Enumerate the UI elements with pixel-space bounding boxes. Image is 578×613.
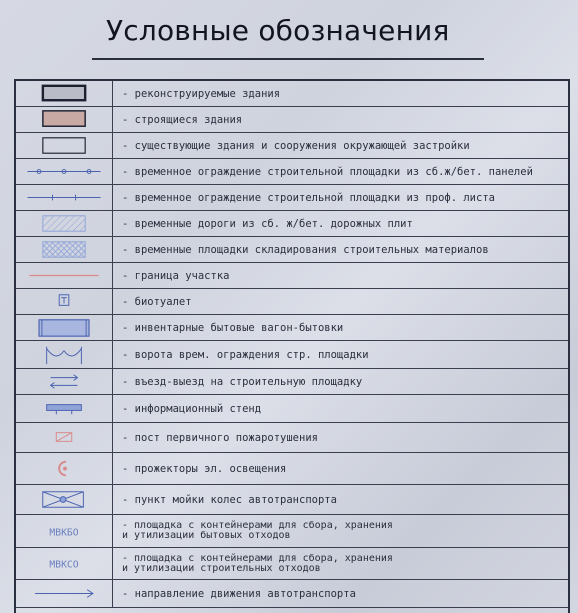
gate-icon [16,341,113,368]
entry-exit-icon [16,369,113,394]
traffic-direction-icon [16,580,113,607]
storage-area-icon [16,237,113,262]
legend-row [16,289,568,315]
page-title: Условные обозначения [106,14,450,47]
temp-fence-panels-icon [16,159,113,184]
legend-row [16,107,568,133]
legend-row [16,515,568,548]
legend-text: - реконструируемые здания [122,87,281,100]
mvkso-label [16,548,113,579]
legend-row [16,580,568,608]
legend-row [16,369,568,395]
legend-text: - пункт мойки колес автотранспорта [122,493,337,506]
site-boundary-icon [16,263,113,288]
legend-text: - въезд-выезд на строительную площадку [122,375,363,388]
building-under-construction-icon [16,107,113,132]
legend-text: - площадка с контейнерами для сбора, хранения и утилизации бытовых отходов [122,520,393,541]
legend-text: - временное ограждение строительной площадки из проф. листа [122,191,495,204]
legend-row [16,423,568,453]
legend-row [16,315,568,341]
legend-text: - существующие здания и сооружения окружающей застройки [122,139,470,152]
legend-row [16,263,568,289]
floodlight-icon [16,453,113,484]
legend-row [16,485,568,515]
legend-text: - пост первичного пожаротушения [122,431,318,444]
legend-text: - инвентарные бытовые вагон-бытовки [122,321,344,334]
legend-text: - граница участка [122,269,230,282]
legend-row [16,185,568,211]
mvkso-label-text: МВКСО [49,559,79,571]
fire-post-icon [16,423,113,452]
temp-road-icon [16,211,113,236]
legend-text: - площадка с контейнерами для сбора, хранения и утилизации строительных отходов [122,552,393,574]
legend-row [16,548,568,580]
legend-row [16,453,568,485]
legend-row [16,133,568,159]
mvkbo-label-text: МВКБО [49,527,79,539]
mvkbo-label [16,515,113,547]
legend-row [16,159,568,185]
existing-building-icon [16,133,113,158]
legend-text: - ворота врем. ограждения стр. площадки [122,348,369,361]
legend-row [16,395,568,423]
title-underline [92,58,484,60]
legend-text: - временное ограждение строительной площадки из сб.ж/бет. панелей [122,165,533,178]
temp-fence-sheet-icon [16,185,113,210]
legend-text: - временные дороги из сб. ж/бет. дорожных плит [122,217,413,230]
legend-row [16,237,568,263]
legend-text: - временные площадки складирования строительных материалов [122,243,489,256]
legend-row [16,341,568,369]
cabin-icon [16,315,113,340]
legend-text: - биотуалет [122,295,192,308]
legend-row [16,81,568,107]
legend-text: - информационный стенд [122,402,262,415]
toilet-icon [16,289,113,314]
legend-row [16,211,568,237]
reconstructed-building-icon [16,81,113,106]
legend-table [14,79,570,613]
wheel-wash-icon [16,485,113,514]
info-stand-icon [16,395,113,422]
legend-text: - прожекторы эл. освещения [122,462,287,475]
legend-text: - строящиеся здания [122,113,243,126]
legend-text: - направление движения автотранспорта [122,587,356,600]
